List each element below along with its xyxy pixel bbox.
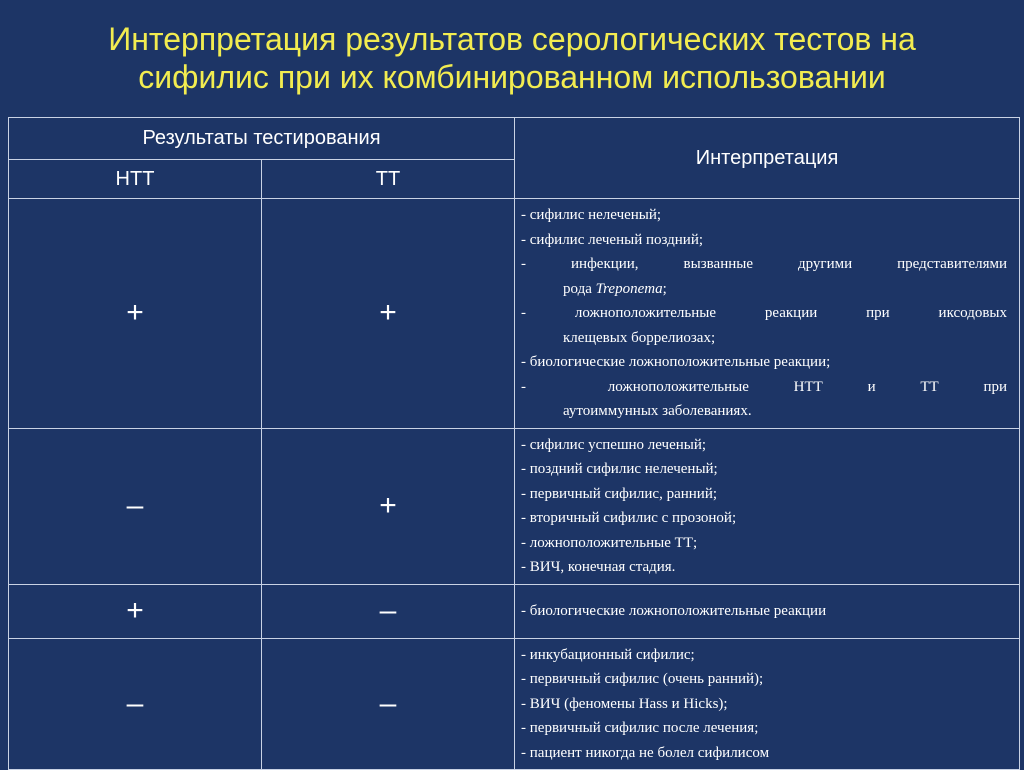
- list-item: - ложноположительные ТТ;: [521, 534, 698, 551]
- interpretation-cell: [515, 584, 1020, 638]
- genus-suffix: ;: [662, 280, 667, 297]
- ntt-result: +: [9, 584, 262, 638]
- slide-title-line-2: сифилис при их комбинированном использовании: [138, 59, 886, 95]
- tt-result: +: [262, 199, 515, 429]
- list-item: - ВИЧ, конечная стадия.: [521, 559, 676, 575]
- interpretation-cell: [515, 638, 1020, 770]
- genus-prefix: рода: [563, 280, 596, 297]
- list-item: - сифилис успешно леченый;: [521, 436, 707, 453]
- tt-header: ТТ: [262, 160, 515, 199]
- list-item: - биологические ложноположительные реакции;: [521, 354, 831, 370]
- list-item: - пациент никогда не болел сифилисом: [521, 744, 770, 761]
- table-row: [9, 638, 1020, 770]
- table-row: [9, 584, 1020, 638]
- list-item: - первичный сифилис, ранний;: [521, 485, 718, 502]
- ntt-result: –: [9, 638, 262, 770]
- ntt-result: –: [9, 428, 262, 584]
- list-item: - первичный сифилис после лечения;: [521, 720, 759, 736]
- tt-result: –: [262, 584, 515, 638]
- slide-title: [0, 20, 1024, 96]
- list-item: [521, 375, 1007, 400]
- list-word: ТТ: [920, 378, 939, 395]
- list-word: ложноположительные: [607, 378, 749, 395]
- ntt-result: +: [9, 199, 262, 429]
- list-item: - биологические ложноположительные реакции: [521, 602, 827, 619]
- interpretation-header: Интерпретация: [515, 118, 1020, 199]
- list-item: - ВИЧ (феномены Hass и Hicks);: [521, 695, 728, 712]
- table-row: [9, 428, 1020, 584]
- list-word: НТТ: [793, 378, 823, 395]
- interpretation-cell: [515, 199, 1020, 429]
- list-item: - инкубационный сифилис;: [521, 646, 695, 663]
- header-row-1: [9, 118, 1020, 160]
- results-table: [8, 117, 1020, 770]
- list-item: - сифилис нелеченый;: [521, 207, 662, 223]
- list-item: - поздний сифилис нелеченый;: [521, 461, 718, 477]
- list-item: - ложноположительные реакции при иксодовых: [521, 305, 1008, 321]
- tt-result: –: [262, 638, 515, 770]
- list-item-continuation: клещевых боррелиозах;: [563, 329, 716, 346]
- list-item: - инфекции, вызванные другими представителями: [521, 256, 1008, 272]
- list-word: и: [867, 378, 876, 395]
- list-item: - первичный сифилис (очень ранний);: [521, 671, 764, 687]
- interpretation-cell: [515, 428, 1020, 584]
- genus-name: Treponema: [595, 280, 663, 297]
- list-dash: -: [521, 378, 527, 395]
- results-header: Результаты тестирования: [9, 118, 515, 160]
- list-item-continuation: аутоиммунных заболеваниях.: [563, 403, 752, 419]
- table-row: [9, 199, 1020, 429]
- slide-title-line-1: Интерпретация результатов серологических тестов на: [108, 21, 916, 57]
- list-word: при: [983, 378, 1007, 395]
- ntt-header: НТТ: [9, 160, 262, 199]
- list-item-continuation: [521, 277, 1007, 302]
- tt-result: +: [262, 428, 515, 584]
- list-item: - вторичный сифилис с прозоной;: [521, 510, 737, 526]
- list-item: - сифилис леченый поздний;: [521, 231, 704, 248]
